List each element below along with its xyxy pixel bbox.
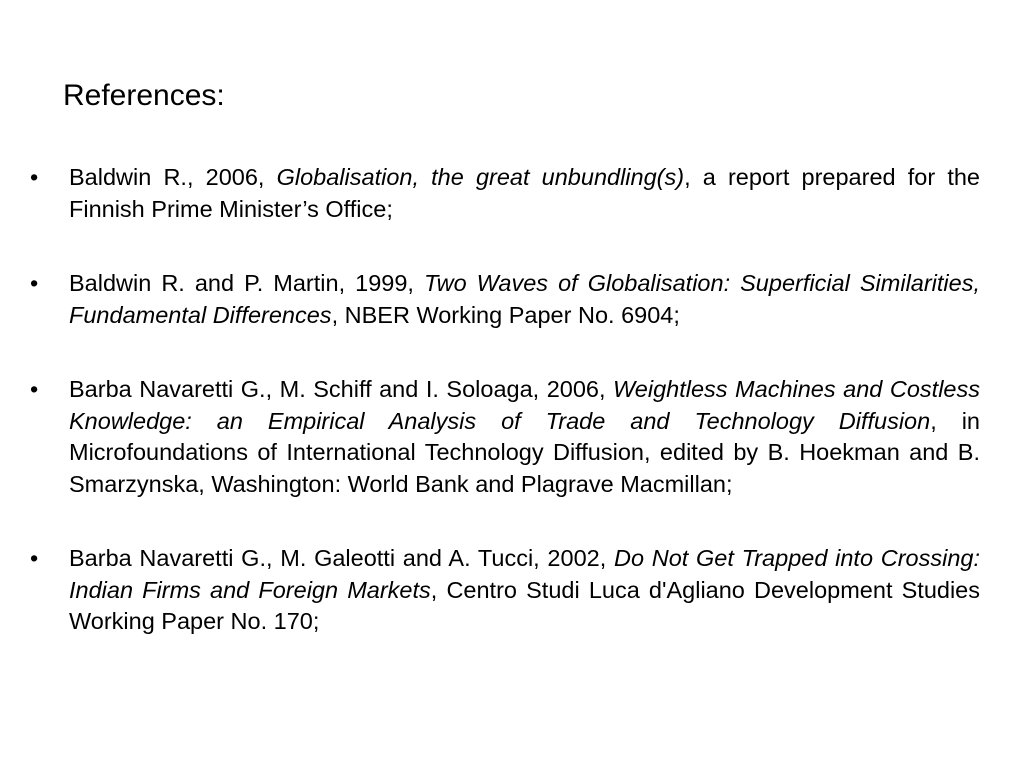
reference-list bbox=[30, 162, 980, 681]
reference-source: , in Microfoundations of International Technology Diffusion, edited by B. Hoekman and B. Smarzynska, Washington: World Bank and Plagrave Macmillan; bbox=[69, 407, 980, 497]
reference-item bbox=[30, 162, 980, 225]
reference-authors-year: Barba Navaretti G., M. Schiff and I. Soloaga, 2006, bbox=[69, 376, 614, 402]
reference-authors-year: Baldwin R. and P. Martin, 1999, bbox=[69, 270, 424, 296]
reference-work-title: Weightless Machines and Costless Knowledge: an Empirical Analysis of Trade and Technology Diffusion bbox=[69, 376, 980, 434]
reference-work-title: Do Not Get Trapped into Crossing: Indian Firms and Foreign Markets bbox=[69, 545, 980, 603]
bullet-icon: • bbox=[30, 376, 39, 402]
reference-item bbox=[30, 543, 980, 638]
reference-work-title: Globalisation, the great unbundling(s) bbox=[276, 164, 685, 190]
reference-authors-year: Barba Navaretti G., M. Galeotti and A. Tucci, 2002, bbox=[69, 545, 614, 571]
reference-source: , a report prepared for the Finnish Prime Minister’s Office; bbox=[69, 164, 980, 222]
bullet-icon: • bbox=[30, 270, 39, 296]
reference-work-title: Two Waves of Globalisation: Superficial Similarities, Fundamental Differences bbox=[69, 270, 981, 328]
slide-title: References: bbox=[63, 79, 225, 112]
bullet-icon: • bbox=[30, 545, 39, 571]
reference-authors-year: Baldwin R., 2006, bbox=[69, 164, 277, 190]
reference-item bbox=[30, 268, 980, 331]
reference-source: , Centro Studi Luca d'Agliano Development Studies Working Paper No. 170; bbox=[69, 576, 980, 634]
bullet-icon: • bbox=[30, 164, 39, 190]
reference-source: , NBER Working Paper No. 6904; bbox=[331, 301, 680, 328]
reference-item bbox=[30, 374, 980, 500]
